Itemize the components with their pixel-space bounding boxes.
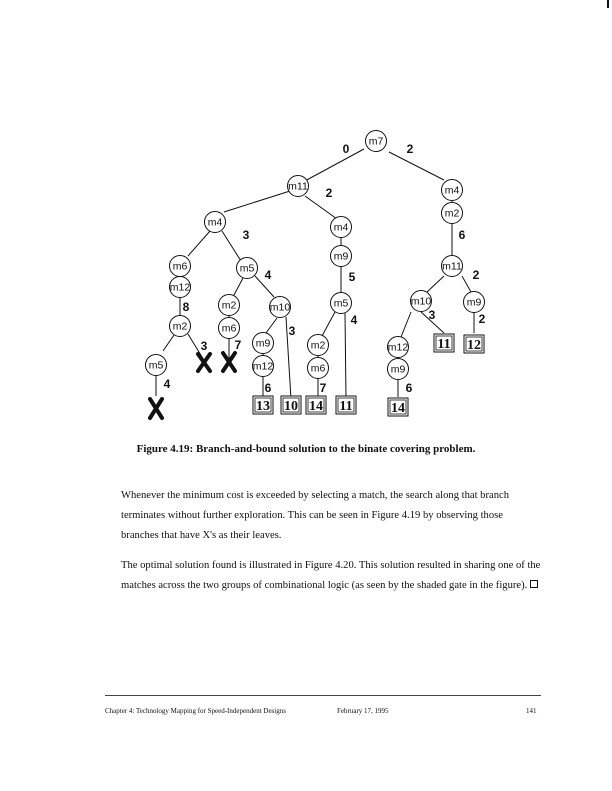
leaf-cost-box [464, 335, 484, 353]
edge-cost-label: 5 [348, 270, 356, 284]
body-paragraph-1: Whenever the minimum cost is exceeded by selecting a match, the search along that branch terminates without further exploration. This can be seen in Figure 4.19 by observing those branches that have X's as their leaves. [121, 490, 509, 541]
tree-node-m6 [219, 318, 240, 339]
footer-rule [105, 695, 541, 696]
tree-edge [234, 278, 243, 295]
svg-text:m12: m12 [387, 341, 409, 354]
tree-node-m9 [253, 333, 274, 354]
svg-text:m9: m9 [333, 250, 349, 263]
footer-date: February 17, 1995 [337, 707, 389, 715]
leaf-cost-box [336, 396, 356, 414]
svg-text:11: 11 [437, 337, 451, 352]
edge-cost-label: 7 [319, 381, 327, 395]
svg-text:m9: m9 [390, 363, 406, 376]
svg-text:m4: m4 [444, 184, 460, 197]
tree-node-m6 [170, 256, 191, 277]
edge-cost-label: 2 [406, 142, 414, 156]
tree-edge [389, 152, 444, 180]
tree-edge [188, 231, 210, 256]
body-paragraph-2-text: The optimal solution found is illustrated in Figure 4.20. This solution resulted in sharing one of the matches across the two groups of combinational logic (as seen by the shaded gate in the figure). [121, 560, 541, 591]
leaf-cost-box [434, 334, 454, 352]
svg-text:m11: m11 [442, 260, 462, 273]
svg-text:m2: m2 [172, 320, 188, 333]
tree-node-m12 [253, 356, 274, 377]
tree-node-m4 [205, 212, 226, 233]
body-paragraph-2 [121, 556, 541, 596]
svg-text:m6: m6 [310, 362, 326, 375]
svg-text:m6: m6 [172, 260, 188, 273]
tree-node-m7 [366, 131, 387, 152]
tree-edge [401, 312, 411, 337]
tree-edge [266, 318, 277, 333]
svg-text:10: 10 [284, 399, 298, 414]
edge-cost-label: 8 [182, 300, 190, 314]
tree-node-m11 [288, 176, 309, 197]
edge-cost-label: 2 [472, 268, 480, 282]
tree-node-m2 [442, 203, 463, 224]
tree-edge [427, 276, 444, 292]
edge-cost-label: 6 [405, 381, 413, 395]
edge-cost-label: 4 [264, 268, 272, 282]
leaf-cost-box [253, 396, 273, 414]
svg-text:m10: m10 [410, 295, 432, 308]
tree-node-m2 [170, 316, 191, 337]
edge-cost-label: 0 [342, 142, 350, 156]
svg-text:m7: m7 [368, 135, 384, 148]
tree-node-m4 [442, 180, 463, 201]
leaf-cost-box [281, 396, 301, 414]
edge-cost-label: 3 [288, 324, 296, 338]
qed-box-icon [530, 580, 538, 588]
tree-node-m6 [308, 358, 329, 379]
tree-node-m2 [308, 335, 329, 356]
edge-cost-label: 4 [350, 313, 358, 327]
tree-node-m12 [170, 277, 191, 298]
tree-node-m5 [237, 258, 258, 279]
footer-chapter: Chapter 4: Technology Mapping for Speed-Independent Designs [105, 707, 286, 715]
edge-cost-label: 6 [264, 381, 272, 395]
svg-text:m2: m2 [221, 299, 237, 312]
tree-node-m9 [331, 246, 352, 267]
tree-node-m9 [388, 359, 409, 380]
svg-text:m12: m12 [169, 281, 191, 294]
svg-text:m2: m2 [310, 339, 326, 352]
svg-text:m5: m5 [148, 359, 164, 372]
svg-text:m9: m9 [466, 296, 482, 309]
leaf-cost-box [388, 398, 408, 416]
tree-node-m5 [331, 293, 352, 314]
tree-node-m5 [146, 355, 167, 376]
pruned-branch-x-icon [198, 354, 210, 371]
edge-cost-label: 3 [200, 339, 208, 353]
tree-node-m10 [270, 297, 291, 318]
svg-text:m9: m9 [255, 337, 271, 350]
leaf-cost-box [306, 396, 326, 414]
svg-text:14: 14 [391, 401, 405, 416]
svg-text:12: 12 [467, 338, 481, 353]
svg-text:m2: m2 [444, 207, 460, 220]
svg-text:m12: m12 [252, 360, 274, 373]
scan-edge-mark [607, 0, 609, 8]
svg-text:m10: m10 [269, 301, 291, 314]
tree-node-m12 [388, 337, 409, 358]
edge-cost-label: 2 [478, 312, 486, 326]
tree-node-m2 [219, 295, 240, 316]
tree-edge [303, 149, 364, 182]
tree-edge [322, 312, 335, 336]
edge-cost-label: 6 [458, 228, 466, 242]
footer-page-number: 141 [526, 707, 537, 715]
tree-node-m4 [331, 217, 352, 238]
pruned-branch-x-icon [150, 399, 162, 418]
edge-cost-label: 3 [242, 228, 250, 242]
tree-edge [163, 335, 174, 351]
tree-node-m11 [442, 256, 463, 277]
tree-edge [462, 276, 471, 292]
edge-cost-label: 7 [234, 338, 242, 352]
edge-cost-label: 4 [163, 377, 171, 391]
svg-text:m6: m6 [221, 322, 237, 335]
tree-edge [222, 231, 241, 261]
figure-caption: Figure 4.19: Branch-and-bound solution to the binate covering problem. [136, 443, 476, 455]
svg-text:m4: m4 [333, 221, 349, 234]
svg-text:13: 13 [256, 399, 270, 414]
svg-text:11: 11 [339, 399, 353, 414]
tree-edge [345, 313, 346, 399]
edge-cost-label: 3 [428, 308, 436, 322]
svg-text:m5: m5 [333, 297, 349, 310]
svg-text:m5: m5 [239, 262, 255, 275]
edge-cost-label: 2 [325, 186, 333, 200]
svg-text:14: 14 [309, 399, 323, 414]
svg-text:m11: m11 [288, 180, 308, 193]
svg-text:m4: m4 [207, 216, 223, 229]
tree-node-m9 [464, 292, 485, 313]
tree-edge [224, 191, 290, 212]
